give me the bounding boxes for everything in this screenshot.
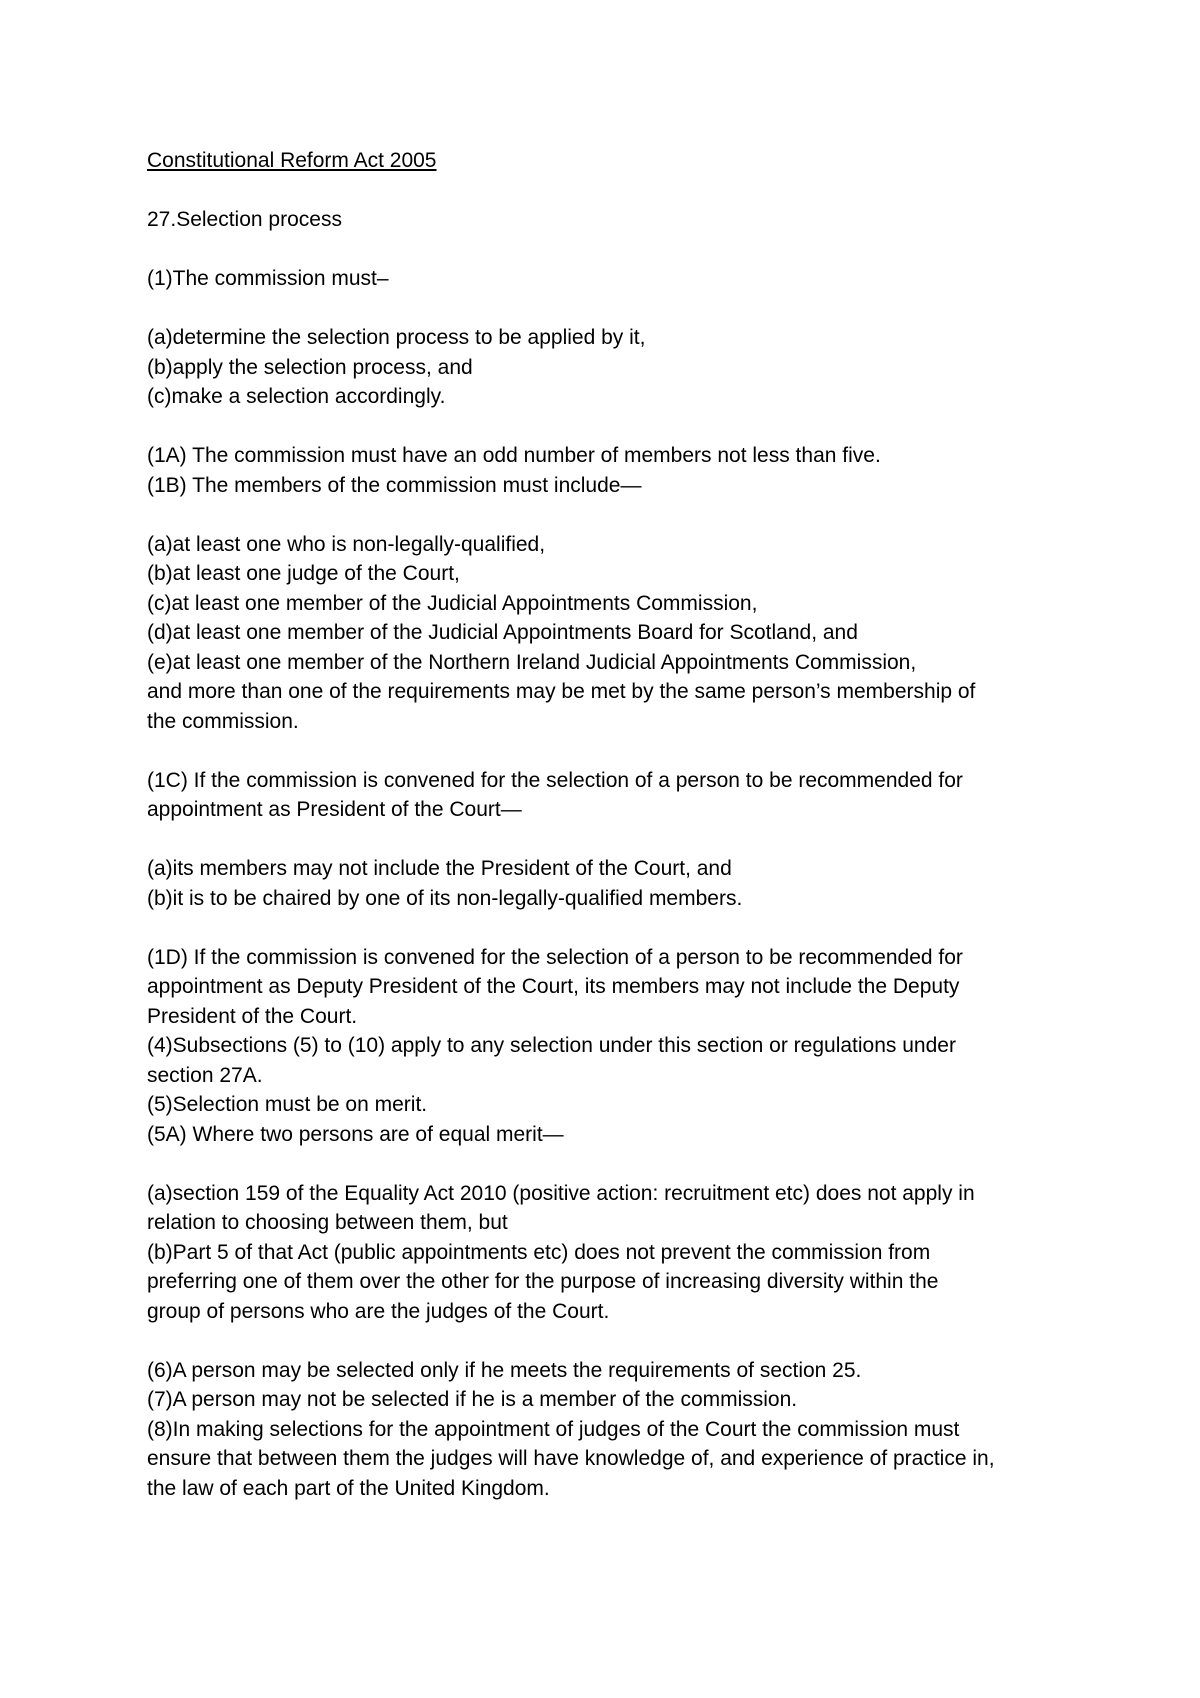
- paragraph-block: [147, 1356, 1067, 1504]
- text-line: (8)In making selections for the appointment of judges of the Court the commission must: [147, 1417, 960, 1441]
- text-line: the law of each part of the United Kingdom.: [147, 1476, 550, 1500]
- text-line: (5)Selection must be on merit.: [147, 1093, 428, 1116]
- paragraph-block: [147, 264, 1067, 294]
- paragraph-block: [147, 766, 1067, 825]
- text-line: relation to choosing between them, but: [147, 1211, 508, 1234]
- text-line: section 27A.: [147, 1063, 263, 1087]
- text-line: (b)apply the selection process, and: [147, 355, 473, 379]
- text-line: (b)at least one judge of the Court,: [147, 562, 460, 585]
- text-line: the commission.: [147, 709, 299, 733]
- document-page: [147, 146, 1067, 1533]
- text-line: (c)at least one member of the Judicial Appointments Commission,: [147, 591, 758, 615]
- text-line: (a)section 159 of the Equality Act 2010 (positive action: recruitment etc) does not apply in: [147, 1181, 975, 1205]
- text-line: (1A) The commission must have an odd number of members not less than five.: [147, 444, 881, 467]
- text-line: (1)The commission must–: [147, 267, 389, 290]
- paragraph-block: [147, 1179, 1067, 1327]
- text-line: (c)make a selection accordingly.: [147, 385, 446, 408]
- text-line: (a)its members may not include the President of the Court, and: [147, 857, 732, 880]
- paragraph-block: [147, 943, 1067, 1150]
- paragraph-block: [147, 854, 1067, 913]
- text-line: (a)determine the selection process to be applied by it,: [147, 326, 646, 349]
- paragraph-block: [147, 441, 1067, 500]
- text-line: (b)it is to be chaired by one of its non-legally-qualified members.: [147, 886, 743, 910]
- text-line: (1B) The members of the commission must include—: [147, 473, 642, 497]
- text-line: (6)A person may be selected only if he meets the requirements of section 25.: [147, 1358, 862, 1382]
- paragraph-block: [147, 530, 1067, 737]
- text-line: (e)at least one member of the Northern Ireland Judicial Appointments Commission,: [147, 650, 917, 674]
- text-line: appointment as Deputy President of the Court, its members may not include the Deputy: [147, 975, 960, 998]
- document-body: [147, 264, 1067, 1503]
- text-line: group of persons who are the judges of the Court.: [147, 1299, 610, 1323]
- text-line: (1D) If the commission is convened for the selection of a person to be recommended for: [147, 945, 963, 969]
- text-line: (4)Subsections (5) to (10) apply to any selection under this section or regulations under: [147, 1034, 956, 1057]
- text-line: (1C) If the commission is convened for the selection of a person to be recommended for: [147, 768, 963, 792]
- text-line: appointment as President of the Court—: [147, 798, 522, 821]
- text-line: and more than one of the requirements may be met by the same person’s membership of: [147, 680, 976, 703]
- text-line: preferring one of them over the other for the purpose of increasing diversity within the: [147, 1270, 939, 1293]
- text-line: (7)A person may not be selected if he is a member of the commission.: [147, 1388, 798, 1411]
- document-title: Constitutional Reform Act 2005: [147, 149, 437, 172]
- text-line: (d)at least one member of the Judicial Appointments Board for Scotland, and: [147, 621, 858, 644]
- paragraph-block: [147, 323, 1067, 412]
- text-line: (a)at least one who is non-legally-qualified,: [147, 532, 546, 556]
- text-line: (5A) Where two persons are of equal merit—: [147, 1122, 564, 1146]
- text-line: President of the Court.: [147, 1004, 358, 1028]
- section-heading: 27.Selection process: [147, 208, 342, 231]
- text-line: ensure that between them the judges will have knowledge of, and experience of practice in,: [147, 1447, 995, 1470]
- text-line: (b)Part 5 of that Act (public appointments etc) does not prevent the commission from: [147, 1240, 931, 1264]
